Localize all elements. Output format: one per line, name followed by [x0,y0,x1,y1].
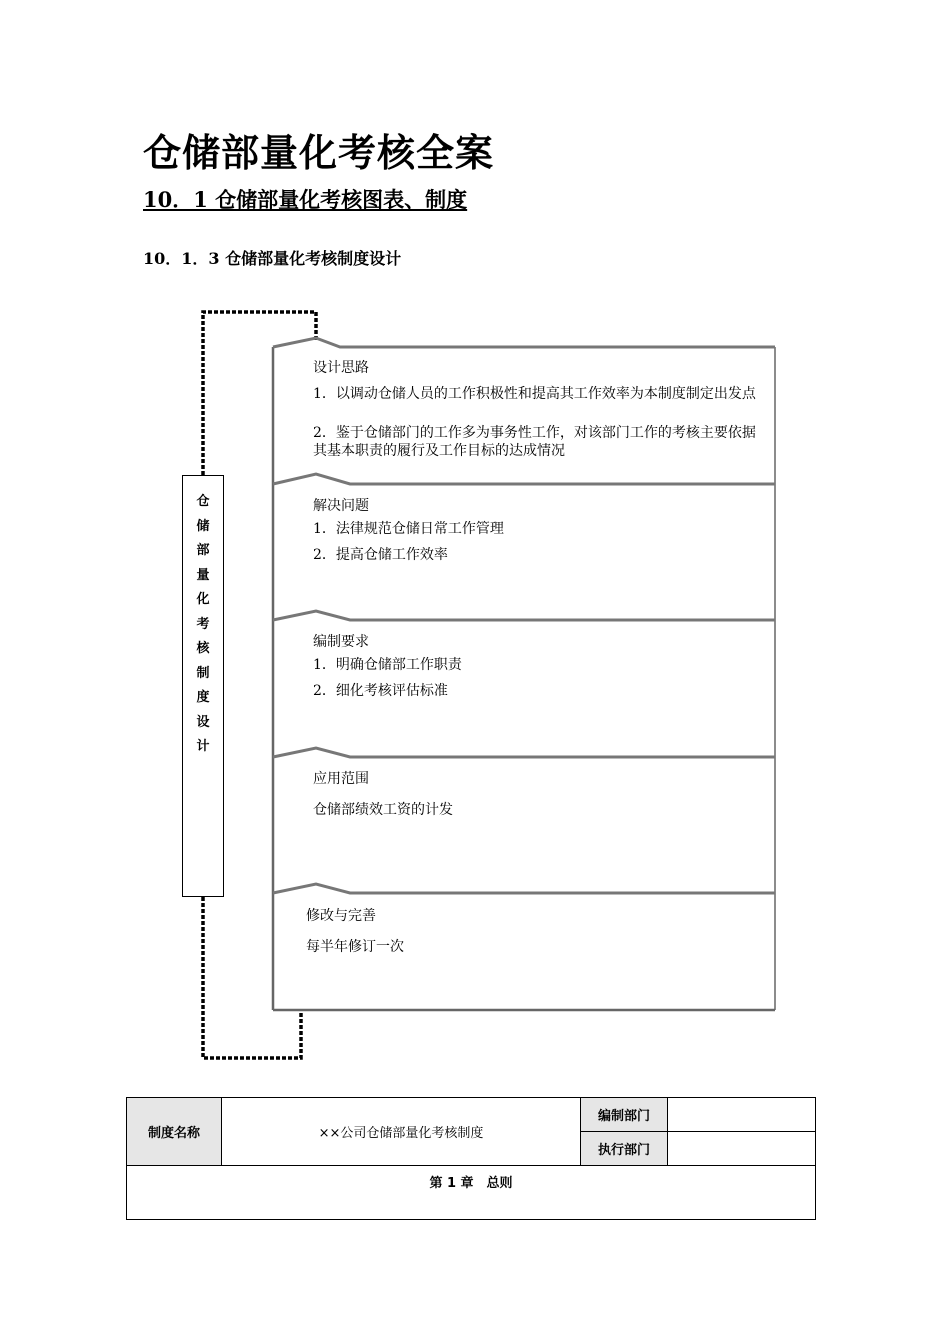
section-4-line: 仓储部绩效工资的计发 [313,802,453,818]
exec-dept-label: 执行部门 [581,1132,668,1166]
section-1-line: 2．鉴于仓储部门的工作多为事务性工作，对该部门工作的考核主要依据其基本职责的履行及工作目标的达成情况 [313,425,756,459]
vertical-label-box [182,475,224,897]
section-3-line: 1．明确仓储部工作职责 [313,657,462,673]
vertical-char: 考 [196,617,210,632]
compile-dept-label: 编制部门 [581,1098,668,1132]
vertical-char: 仓 [196,494,210,509]
vertical-char: 量 [196,568,210,583]
chapter-heading: 10．1 仓储部量化考核图表、制度 [143,187,468,212]
divider-4 [273,748,775,757]
vertical-char: 部 [196,543,210,558]
vertical-char: 计 [196,739,210,754]
regulation-form-table [126,1097,816,1220]
exec-dept-value[interactable] [668,1132,816,1166]
section-5-line: 每半年修订一次 [306,939,404,955]
section-4-heading: 应用范围 [313,771,369,787]
regulation-name-value: ××公司仓储部量化考核制度 [222,1098,581,1166]
section-3-line: 2．细化考核评估标准 [313,683,448,699]
section-1-heading: 设计思路 [313,360,369,376]
divider-2 [273,474,775,484]
compile-dept-value[interactable] [668,1098,816,1132]
section-3-heading: 编制要求 [313,634,369,650]
divider-5 [273,884,775,893]
section-1-line: 1．以调动仓储人员的工作积极性和提高其工作效率为本制度制定出发点 [313,386,756,402]
section-2-line: 2．提高仓储工作效率 [313,547,448,563]
vertical-char: 设 [196,715,210,730]
section-2-line: 1．法律规范仓储日常工作管理 [313,521,504,537]
regulation-name-label: 制度名称 [127,1098,222,1166]
divider-3 [273,611,775,620]
connector-bottom [203,897,301,1058]
vertical-char: 制 [196,666,210,681]
document-title: 仓储部量化考核全案 [143,131,495,175]
vertical-char: 储 [196,519,210,534]
vertical-char: 化 [196,592,210,607]
vertical-char: 核 [196,641,210,656]
section-heading: 10．1．3 仓储部量化考核制度设计 [143,249,402,268]
vertical-char: 度 [196,690,210,705]
section-5-heading: 修改与完善 [306,908,376,924]
divider-1 [273,338,775,347]
chapter-title: 第 1 章 总则 [127,1166,816,1220]
section-2-heading: 解决问题 [313,498,369,514]
connector-top [203,312,316,475]
